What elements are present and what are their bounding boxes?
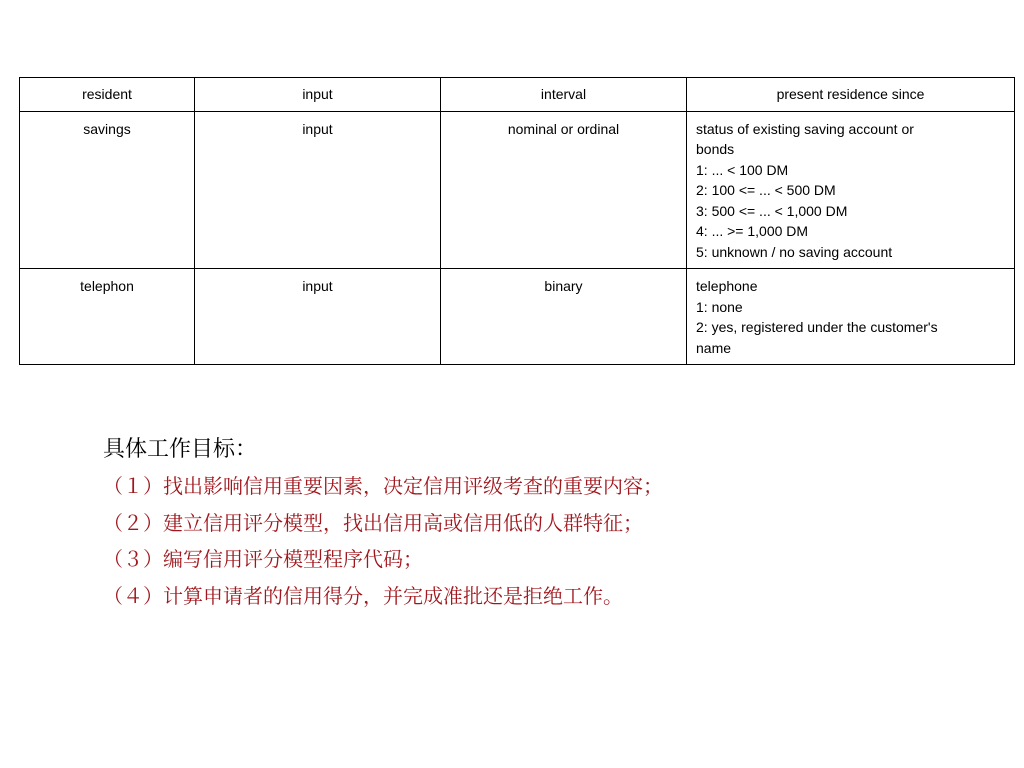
work-goals-section (103, 432, 663, 614)
variable-role-cell: input (195, 111, 441, 269)
variable-description-cell (687, 269, 1015, 365)
goal-item: （２）建立信用评分模型，找出信用高或信用低的人群特征； (103, 510, 643, 535)
description-line: 3: 500 <= ... < 1,000 DM (696, 202, 848, 219)
goal-item: （１）找出影响信用重要因素，决定信用评级考查的重要内容； (103, 474, 663, 498)
goal-item: （３）编写信用评分模型程序代码； (103, 547, 423, 571)
description-line: bonds (696, 141, 735, 157)
goals-heading: 具体工作目标： (103, 437, 258, 462)
table-row (20, 269, 1015, 365)
variable-name-cell: savings (20, 111, 195, 269)
variable-role-cell: input (195, 78, 441, 112)
goal-item: （４）计算申请者的信用得分，并完成准批还是拒绝工作。 (103, 583, 623, 608)
description-line: name (696, 339, 732, 356)
description-line: 4: ... >= 1,000 DM (696, 223, 809, 239)
variable-type-cell: interval (441, 78, 687, 112)
description-line: 2: yes, registered under the customer's (696, 319, 938, 335)
variable-description-cell (687, 78, 1015, 112)
variables-table (19, 77, 1015, 365)
variable-type-cell: nominal or ordinal (441, 111, 687, 269)
description-line: 2: 100 <= ... < 500 DM (696, 182, 836, 198)
variable-name-cell: telephon (20, 269, 195, 365)
description-line: 5: unknown / no saving account (696, 243, 893, 260)
description-line: status of existing saving account or (696, 120, 914, 137)
variable-type-cell: binary (441, 269, 687, 365)
table-row (20, 111, 1015, 269)
description-line: telephone (696, 278, 758, 294)
description-line: 1: ... < 100 DM (696, 161, 789, 178)
variable-description-cell (687, 111, 1015, 269)
description-line: 1: none (696, 298, 743, 315)
table-row (20, 78, 1015, 112)
description-line: present residence since (776, 86, 925, 102)
variable-role-cell: input (195, 269, 441, 365)
variable-name-cell: resident (20, 78, 195, 112)
